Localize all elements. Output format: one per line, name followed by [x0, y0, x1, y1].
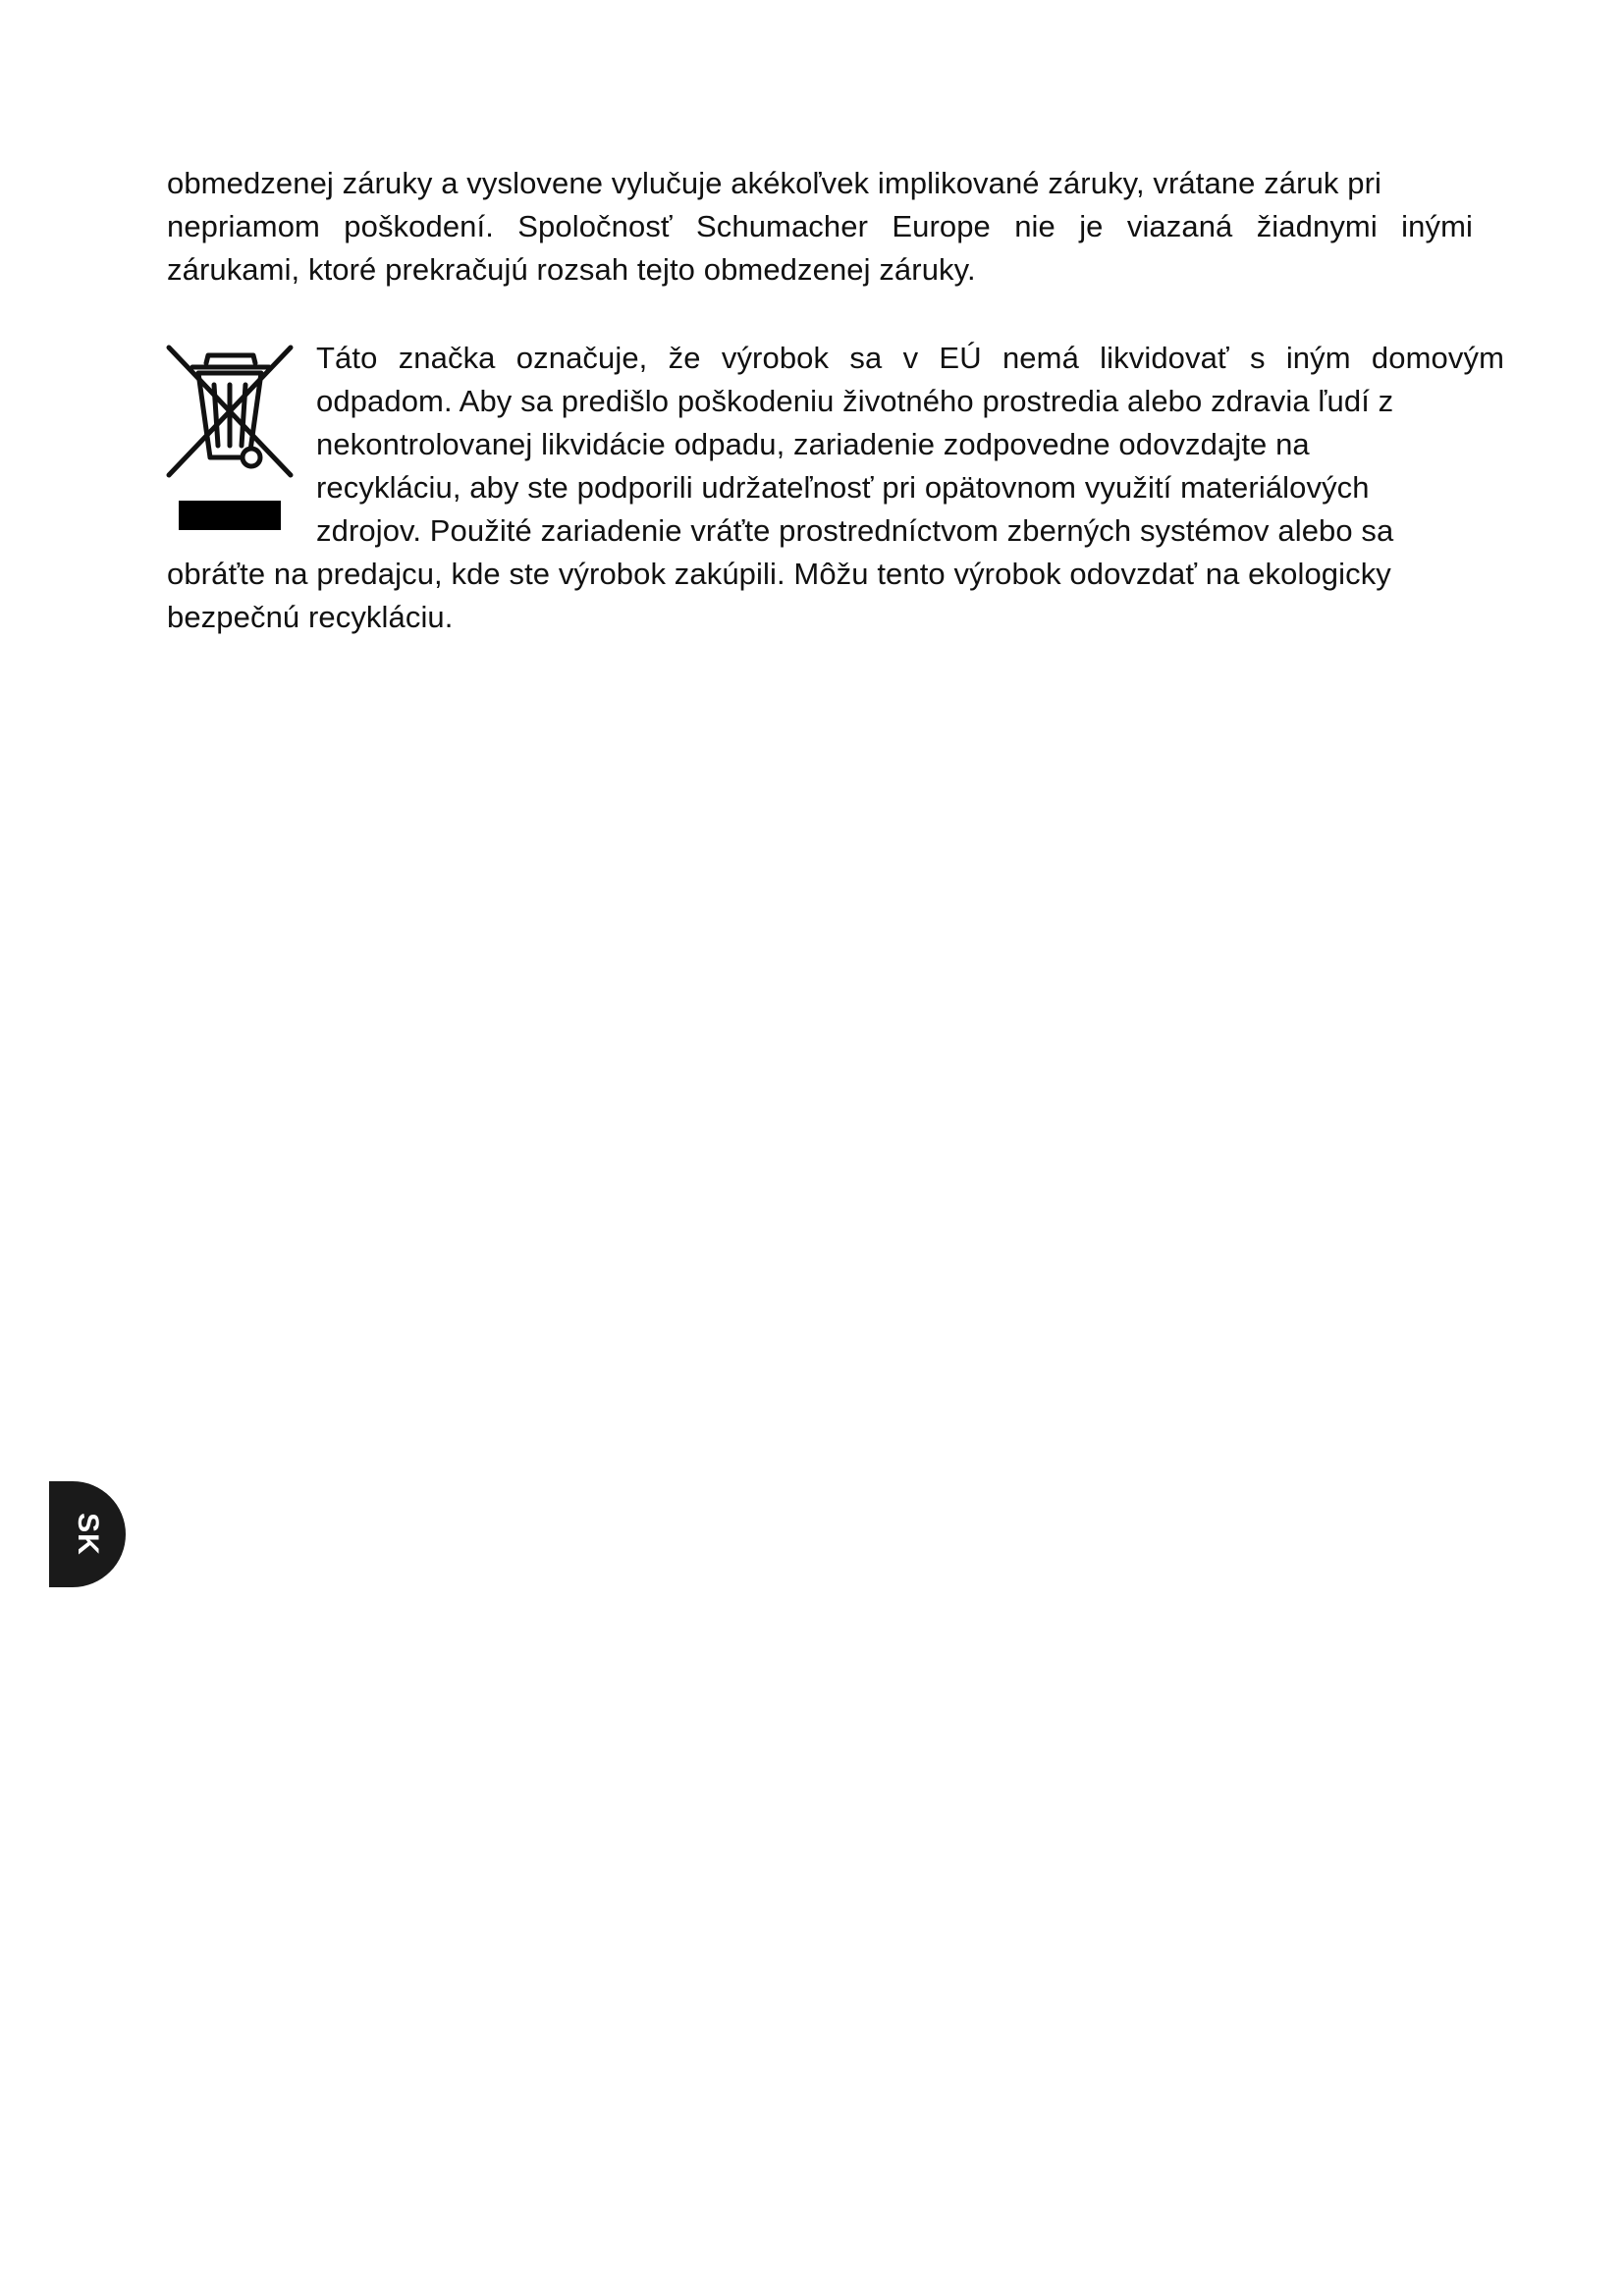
disposal-line: bezpečnú recykláciu. — [167, 600, 454, 634]
disposal-paragraph-continued — [167, 553, 1504, 639]
disposal-line: zdrojov. Použité zariadenie vráťte prostredníctvom zberných systémov alebo sa — [316, 513, 1394, 548]
language-tab-label: SK — [72, 1513, 104, 1556]
disposal-line: recykláciu, aby ste podporili udržateľnosť pri opätovnom využití materiálových — [316, 470, 1370, 505]
warranty-line: obmedzenej záruky a vyslovene vylučuje akékoľvek implikované záruky, vrátane záruk pri — [167, 166, 1381, 200]
disposal-line: Táto značka označuje, že výrobok sa v EÚ nemá likvidovať s iným domovým — [316, 341, 1504, 375]
warranty-line: nepriamom poškodení. Spoločnosť Schumacher Europe nie je viazaná žiadnymi inými — [167, 209, 1473, 243]
disposal-line: obráťte na predajcu, kde ste výrobok zakúpili. Môžu tento výrobok odovzdať na ekologicky — [167, 557, 1391, 591]
disposal-line: nekontrolovanej likvidácie odpadu, zariadenie zodpovedne odovzdajte na — [316, 427, 1310, 461]
warranty-line: zárukami, ktoré prekračujú rozsah tejto obmedzenej záruky. — [167, 252, 976, 287]
disposal-paragraph — [316, 337, 1504, 553]
warranty-paragraph — [167, 162, 1473, 292]
weee-crossed-out-bin-icon — [165, 342, 295, 534]
language-tab — [49, 1481, 126, 1587]
disposal-line: odpadom. Aby sa predišlo poškodeniu životného prostredia alebo zdravia ľudí z — [316, 384, 1394, 418]
